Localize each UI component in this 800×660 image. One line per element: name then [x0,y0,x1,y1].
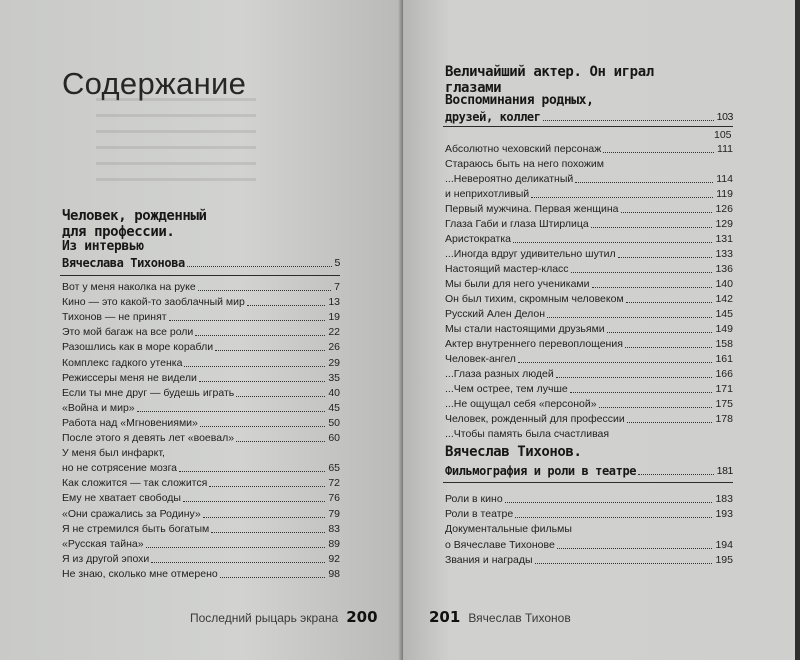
section-subheading-1: Из интервью [62,239,144,254]
toc-entry-sub-3[interactable]: Фильмография и роли в театре 181 [445,464,733,478]
toc-entry[interactable]: Мы были для него учениками 140 [445,278,733,290]
running-title: Вячеслав Тихонов [468,611,571,625]
toc-entry[interactable]: Русский Ален Делон 145 [445,308,733,320]
right-footer [429,608,571,626]
toc-entry[interactable]: Вот у меня наколка на руке 7 [62,281,340,293]
toc-entry[interactable]: Я не стремился быть богатым 83 [62,522,340,535]
toc-entry[interactable]: Роли в театре 193 [445,508,733,521]
bleed-through-text [96,98,256,188]
toc-entry[interactable]: ...Не ощущал себя «персоной» 175 [445,398,733,410]
toc-entry[interactable]: Человек, рожденный для профессии 178 [445,413,733,425]
toc-entry[interactable]: ...Глаза разных людей 166 [445,368,733,380]
toc-entry[interactable]: Как сложится — так сложится 72 [62,477,340,490]
toc-entry[interactable]: ...Невероятно деликатный 114 [445,173,733,185]
toc-entry[interactable]: Разошлись как в море корабли 26 [62,341,340,354]
toc-entry[interactable]: Тихонов — не принят 19 [62,311,340,324]
toc-entry[interactable]: Режиссеры меня не видели 35 [62,371,340,384]
toc-entry[interactable]: и неприхотливый 119 [445,188,733,200]
toc-entry[interactable]: Абсолютно чеховский персонаж 111 [445,143,733,155]
toc-page-number: 105 [714,129,732,141]
toc-entry[interactable]: Он был тихим, скромным человеком 142 [445,293,733,305]
toc-entry[interactable]: Человек-ангел 161 [445,353,733,365]
toc-entry[interactable]: Актер внутреннего перевоплощения 158 [445,338,733,350]
toc-entry[interactable]: Звания и награды 195 [445,553,733,566]
toc-entry[interactable]: Мы стали настоящими друзьями 149 [445,323,733,335]
toc-entry[interactable]: Роли в кино 183 [445,493,733,505]
toc-entry[interactable]: о Вячеславе Тихонове 194 [445,538,733,551]
toc-entry[interactable]: Настоящий мастер-класс 136 [445,263,733,275]
toc-entry[interactable]: Ему не хватает свободы 76 [62,492,340,505]
toc-entry-line[interactable]: Стараюсь быть на него похожим [445,158,604,170]
toc-entry-sub-2[interactable]: друзей, коллег 103 [445,110,733,124]
toc-entry[interactable]: но не сотрясение мозга 65 [62,462,340,475]
left-footer [190,608,378,626]
running-title: Последний рыцарь экрана [190,611,339,625]
page-number: 201 [429,608,461,626]
contents-title: Содержание [62,66,247,101]
toc-entry[interactable]: Комплекс гадкого утенка 29 [62,356,340,369]
toc-entry[interactable]: «Война и мир» 45 [62,401,340,414]
divider [443,126,733,127]
divider [443,482,733,483]
section-subheading-2: Воспоминания родных, [445,93,594,108]
toc-entry-lead[interactable]: Вячеслава Тихонова 5 [62,256,340,270]
toc-entry[interactable]: Не знаю, сколько мне отмерено 98 [62,567,340,580]
toc-entry[interactable]: Глаза Габи и глаза Штирлица 129 [445,218,733,230]
divider [60,275,340,276]
page-number: 200 [346,608,378,626]
toc-entry[interactable]: «Они сражались за Родину» 79 [62,507,340,520]
toc-entry[interactable]: ...Чем острее, тем лучше 171 [445,383,733,395]
page-edge [795,0,800,660]
toc-entry[interactable]: Работа над «Мгновениями» 50 [62,416,340,429]
toc-entry[interactable]: Кино — это какой-то заоблачный мир 13 [62,296,340,309]
toc-entry-line[interactable]: ...Чтобы память была счастливая [445,428,610,440]
section-heading-3: Вячеслав Тихонов. [445,444,582,460]
toc-entry-line[interactable]: Документальные фильмы [445,523,572,536]
section-heading-2: Величайший актер. Он играл глазами [445,64,654,97]
section-heading-1: Человек, рожденный для профессии. [62,208,207,241]
toc-entry-line[interactable]: У меня был инфаркт, [62,447,165,460]
toc-entry[interactable]: Первый мужчина. Первая женщина 126 [445,203,733,215]
toc-entry[interactable]: Я из другой эпохи 92 [62,552,340,565]
toc-entry[interactable]: Если ты мне друг — будешь играть 40 [62,386,340,399]
toc-entry[interactable]: Это мой багаж на все роли 22 [62,326,340,339]
right-page [403,0,795,660]
toc-entry[interactable]: «Русская тайна» 89 [62,537,340,550]
toc-entry[interactable]: ...Иногда вдруг удивительно шутил 133 [445,248,733,260]
toc-entry[interactable]: После этого я девять лет «воевал» 60 [62,432,340,444]
toc-entry[interactable]: Аристократка 131 [445,233,733,245]
